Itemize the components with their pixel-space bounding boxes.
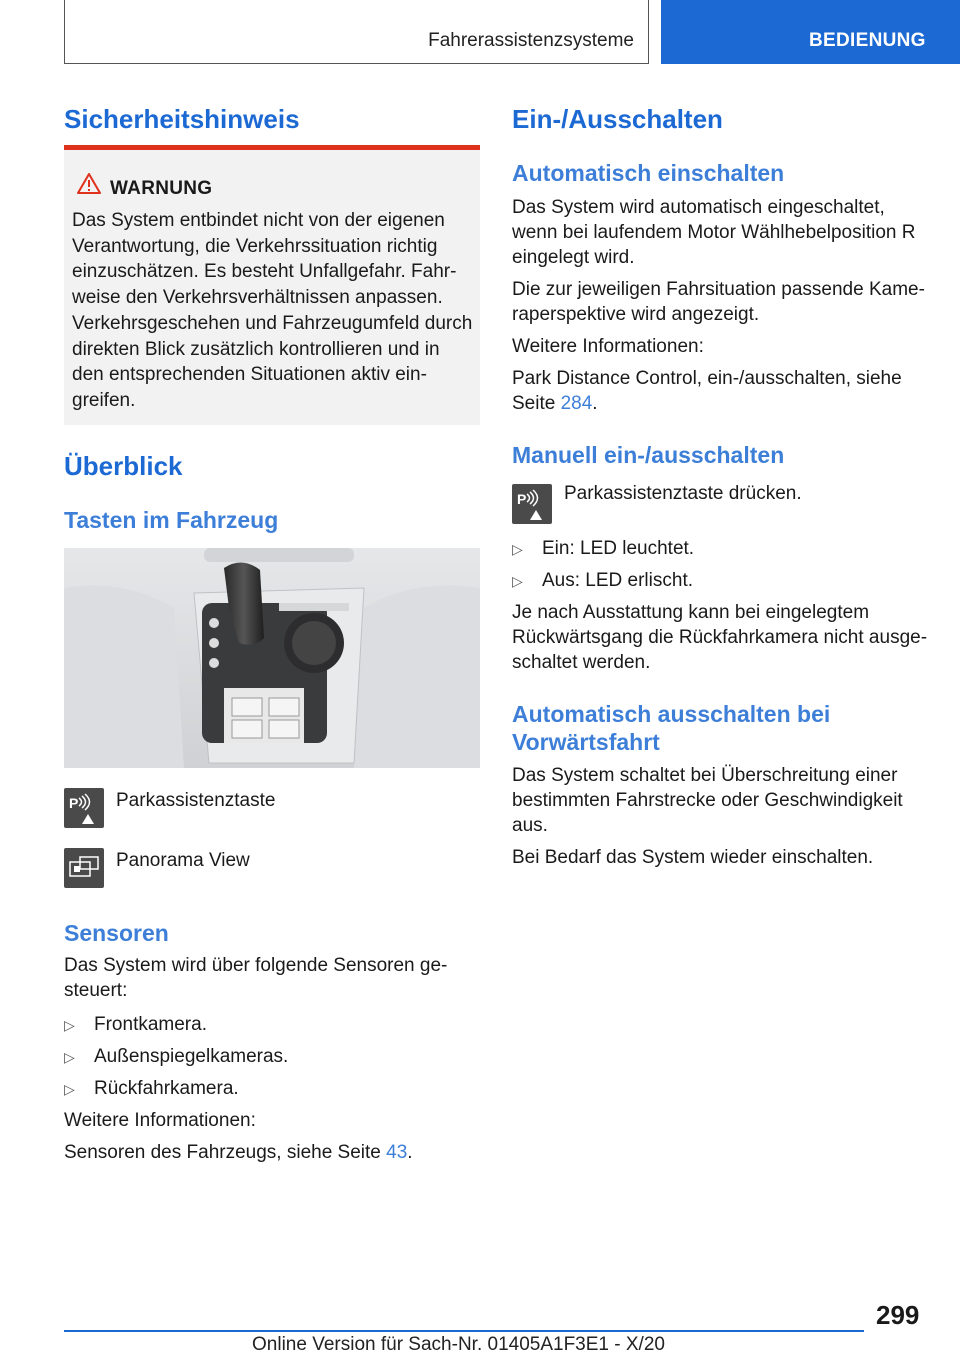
sensors-list xyxy=(64,1012,480,1108)
auto-on-text-1: Das System wird automatisch eingeschaltet, wenn bei laufendem Motor Wählhebelposition R eingelegt wird. xyxy=(512,197,916,268)
more-info-label: Weitere Informationen: xyxy=(64,1110,256,1131)
header-chapter-label: BEDIENUNG xyxy=(809,30,926,51)
header-section-tab xyxy=(64,0,649,64)
sensors-intro: Das System wird über folgende Sensoren gesteuert: xyxy=(64,955,448,1001)
bullet-triangle-icon: ▷ xyxy=(512,573,523,589)
more-info-label-right: Weitere Informationen: xyxy=(512,336,704,357)
footer-divider xyxy=(64,1330,864,1332)
list-item xyxy=(64,1012,480,1044)
list-item xyxy=(64,1076,480,1108)
warning-text: Das System entbindet nicht von der eigenen Verantwortung, die Verkehrssituation richtig einzuschätzen. Es besteht Unfallgefahr. Fahrweise den Verkehrsverhältnissen anpassen. Verkehrsgeschehen und Fahrzeugumfeld durch direkten Blick zusätzlich kontrollieren und in den entsprechenden Situationen aktiv eingreifen. xyxy=(72,210,473,411)
footer-version: Online Version für Sach-Nr. 01405A1F3E1 - X/20 xyxy=(252,1334,665,1355)
period: . xyxy=(592,393,598,414)
page-link-284[interactable]: 284 xyxy=(560,393,593,414)
manual-text: Parkassistenztaste drücken. xyxy=(564,483,802,504)
list-item-text: Aus: LED erlischt. xyxy=(542,570,693,591)
page-number: 299 xyxy=(876,1300,920,1330)
auto-off-title: Automatisch ausschalten bei Vorwärtsfahrt xyxy=(512,701,831,755)
reference-text: Sensoren des Fahrzeugs, siehe Seite xyxy=(64,1142,387,1163)
list-item-text: Frontkamera. xyxy=(94,1014,207,1035)
list-item-text: Außenspiegelkameras. xyxy=(94,1046,289,1067)
pdc-reference xyxy=(512,366,928,416)
svg-text:P: P xyxy=(517,491,527,507)
sensors-title: Sensoren xyxy=(64,920,169,946)
header-chapter-tab xyxy=(661,0,960,64)
list-item xyxy=(512,536,928,568)
header-section-label: Fahrerassistenzsysteme xyxy=(428,30,634,51)
bullet-triangle-icon: ▷ xyxy=(64,1049,75,1065)
vehicle-console-image xyxy=(64,548,480,768)
console-illustration xyxy=(64,548,480,768)
list-item xyxy=(512,568,928,600)
parking-assistant-icon xyxy=(64,788,104,828)
overview-title: Überblick xyxy=(64,451,183,481)
panorama-view-icon xyxy=(64,848,104,888)
warning-box xyxy=(64,145,480,425)
manual-title: Manuell ein-/ausschalten xyxy=(512,442,785,468)
period: . xyxy=(407,1142,413,1163)
warning-triangle-icon xyxy=(76,172,102,196)
bullet-triangle-icon: ▷ xyxy=(64,1017,75,1033)
list-item-text: Rückfahrkamera. xyxy=(94,1078,239,1099)
sensors-reference xyxy=(64,1140,480,1165)
auto-on-text-2: Die zur jeweiligen Fahrsituation passende Kameraperspektive wird angezeigt. xyxy=(512,279,925,325)
onoff-title: Ein-/Ausschalten xyxy=(512,104,723,134)
auto-off-text-1: Das System schaltet bei Überschreitung einer bestimmten Fahrstrecke oder Geschwindigkeit aus. xyxy=(512,765,903,836)
auto-on-title: Automatisch einschalten xyxy=(512,160,785,186)
buttons-title: Tasten im Fahrzeug xyxy=(64,507,279,533)
svg-text:P: P xyxy=(69,795,79,811)
safety-title: Sicherheitshinweis xyxy=(64,104,300,134)
warning-label: WARNUNG xyxy=(110,178,213,199)
bullet-triangle-icon: ▷ xyxy=(64,1081,75,1097)
page-link-43[interactable]: 43 xyxy=(386,1142,408,1163)
panorama-view-label: Panorama View xyxy=(116,850,250,871)
parking-assistant-label: Parkassistenztaste xyxy=(116,790,276,811)
auto-off-text-2: Bei Bedarf das System wieder einschalten. xyxy=(512,847,874,868)
list-item-text: Ein: LED leuchtet. xyxy=(542,538,695,559)
reference-text: Park Distance Control, ein-/ausschalten, siehe Seite xyxy=(512,368,902,414)
bullet-triangle-icon: ▷ xyxy=(512,541,523,557)
manual-list xyxy=(512,536,928,600)
parking-assistant-icon xyxy=(512,484,552,524)
reverse-text: Je nach Ausstattung kann bei eingelegtem Rückwärtsgang die Rückfahrkamera nicht ausgeschaltet werden. xyxy=(512,602,928,673)
list-item xyxy=(64,1044,480,1076)
